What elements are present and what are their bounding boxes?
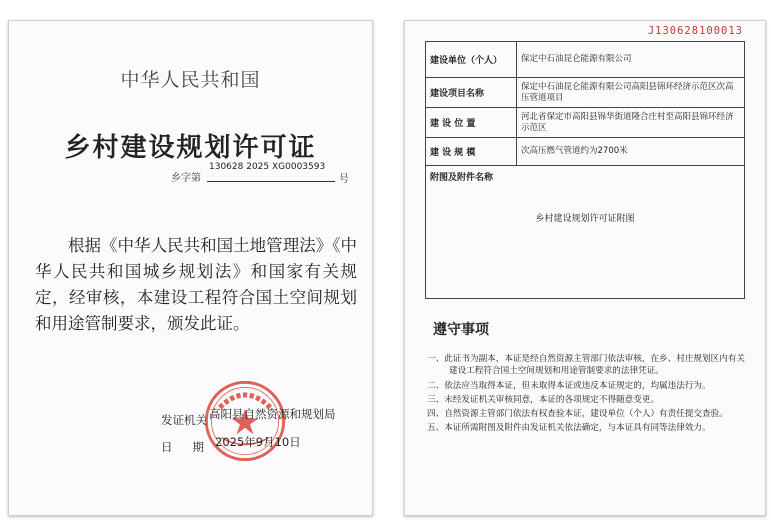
row-value: 保定中石油昆仑能源有限公司高阳县锦环经济示范区次高压管道项目	[517, 78, 745, 108]
row-label: 建 设 位 置	[426, 108, 517, 138]
certificate-title: 乡村建设规划许可证	[64, 133, 317, 163]
certificate-left-page	[8, 20, 373, 516]
row-label: 建 设 规 模	[426, 138, 517, 166]
issuer-label: 发证机关	[161, 413, 207, 427]
list-item: 三、未经发证机关审核同意，本证的各项规定不得随意变更。	[427, 394, 660, 405]
date-label: 日期	[161, 440, 224, 454]
table-row	[426, 78, 745, 108]
serial-number: J130628100013	[647, 25, 743, 37]
table-row	[426, 166, 745, 299]
row-label: 建设单位（个人）	[426, 42, 517, 78]
attachment-value: 乡村建设规划许可证附图	[535, 214, 635, 224]
row-label: 建设项目名称	[426, 78, 517, 108]
project-info-table	[425, 41, 745, 299]
cert-number-underline	[207, 181, 335, 182]
row-value: 次高压燃气管道约为2700米	[517, 138, 745, 166]
cert-number-prefix: 乡字第	[171, 173, 201, 184]
issue-date-value: 2025年9月10日	[215, 435, 301, 449]
cert-number-suffix: 号	[339, 174, 349, 185]
attachment-cell	[426, 166, 745, 299]
list-item: 五、本证所需附图及附件由发证机关依法确定，与本证具有同等法律效力。	[427, 423, 711, 434]
attachment-label: 附图及附件名称	[430, 173, 494, 183]
issuer-value: 高阳县自然资源和规划局	[209, 407, 336, 421]
certificate-body-text: 根据《中华人民共和国土地管理法》《中华人民共和国城乡规划法》和国家有关规定，经审核，本建设工程符合国土空间规划和用途管制要求，颁发此证。	[35, 236, 357, 333]
row-value: 保定中石油昆仑能源有限公司	[517, 42, 745, 78]
list-item: 四、自然资源主管部门依法有权查验本证，建设单位（个人）有责任提交查验。	[427, 409, 728, 420]
row-value: 河北省保定市高阳县锦华街道隆合庄村至高阳县锦环经济示范区	[517, 108, 745, 138]
table-row	[426, 108, 745, 138]
list-item: 二、依法应当取得本证，但未取得本证或违反本证规定的，均属违法行为。	[427, 380, 711, 391]
notice-title: 遵守事项	[433, 322, 489, 338]
list-item: 一、此证书为副本，本证是经自然资源主管部门依法审核，在乡、村庄规划区内有关建设工程符合国土空间规划和用途管制要求的法律凭证。	[427, 354, 745, 377]
notice-list	[427, 353, 747, 437]
cert-number-value: 130628 2025 XG0003593	[209, 162, 326, 172]
certificate-right-page	[404, 20, 766, 516]
country-heading: 中华人民共和国	[120, 69, 261, 91]
table-row	[426, 42, 745, 78]
table-row	[426, 138, 745, 166]
